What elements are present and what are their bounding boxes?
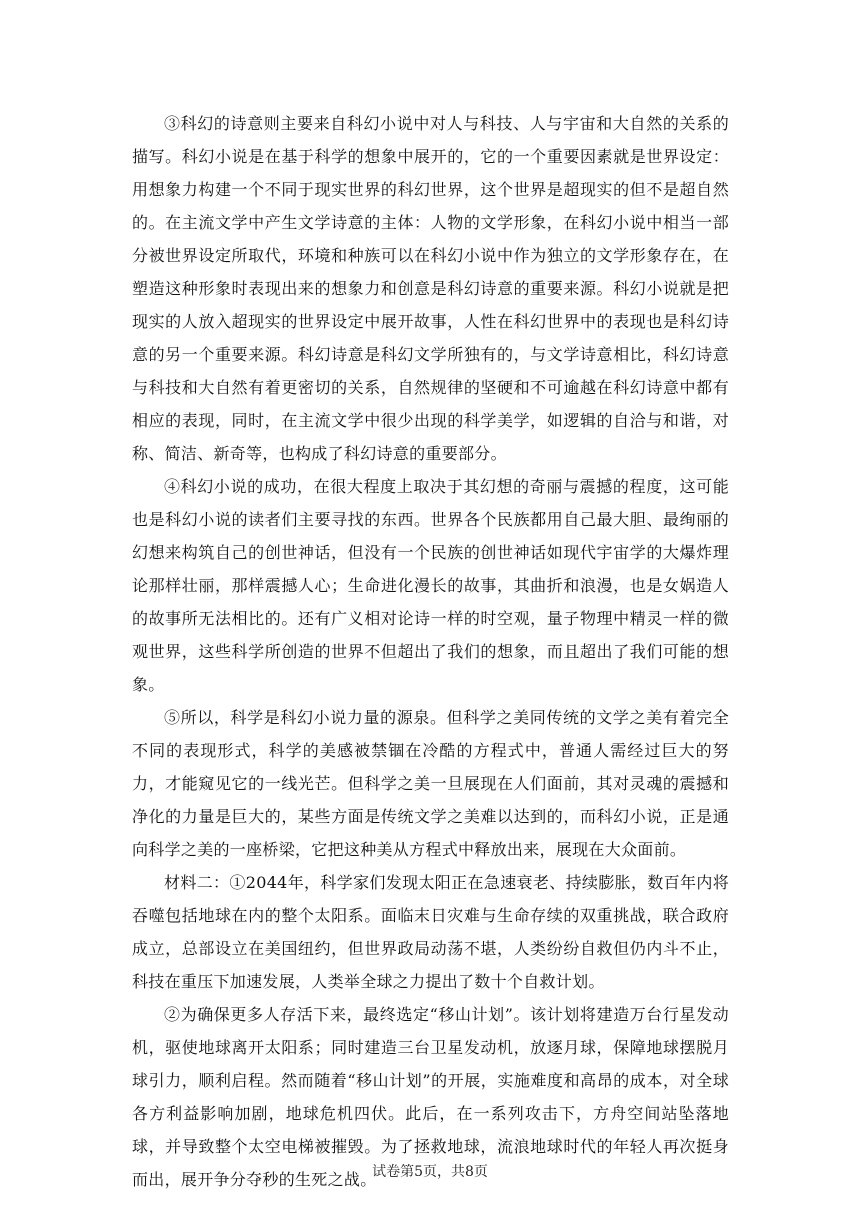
material-two-paragraph-2: ②为确保更多人存活下来，最终选定“移山计划”。该计划将建造万台行星发动机，驱使地球离开太阳系；同时建造三台卫星发动机，放逐月球，保障地球摆脱月球引力，顺利启程。然而随着“移山计划”的开展，实施难度和高昂的成本，对全球各方利益影响加剧，地球危机四伏。此后，在一系列攻击下，方舟空间站坠落地球，并导致整个太空电梯被摧毁。为了拯救地球，流浪地球时代的年轻人再次挺身而出，展开争分夺秒的生死之战。 xyxy=(132,1005,729,1189)
paragraph-4: ④科幻小说的成功，在很大程度上取决于其幻想的奇丽与震撼的程度，这可能也是科幻小说的读者们主要寻找的东西。世界各个民族都用自己最大胆、最绚丽的幻想来构筑自己的创世神话，但没有一个民族的创世神话如现代宇宙学的大爆炸理论那样壮丽，那样震撼人心；生命进化漫长的故事，其曲折和浪漫，也是女娲造人的故事所无法相比的。还有广义相对论诗一样的时空观，量子物理中精灵一样的微观世界，这些科学所创造的世界不但超出了我们的想象，而且超出了我们可能的想象。 xyxy=(132,477,729,694)
document-body xyxy=(132,107,729,1196)
page-footer: 试卷第5页，共8页 xyxy=(372,1164,488,1180)
material-two-paragraph-1: 材料二：①2044年，科学家们发现太阳正在急速衰老、持续膨胀，数百年内将吞噬包括地球在内的整个太阳系。面临末日灾难与生命存续的双重挑战，联合政府成立，总部设立在美国纽约，但世界政局动荡不堪，人类纷纷自救但仍内斗不止，科技在重压下加速发展，人类举全球之力提出了数十个自救计划。 xyxy=(132,873,729,991)
paragraph-5: ⑤所以，科学是科幻小说力量的源泉。但科学之美同传统的文学之美有着完全不同的表现形式，科学的美感被禁锢在冷酷的方程式中，普通人需经过巨大的努力，才能窥见它的一线光芒。但科学之美一旦展现在人们面前，其对灵魂的震撼和净化的力量是巨大的，某些方面是传统文学之美难以达到的，而科幻小说，正是通向科学之美的一座桥梁，它把这种美从方程式中释放出来，展现在大众面前。 xyxy=(132,708,729,859)
paragraph-3: ③科幻的诗意则主要来自科幻小说中对人与科技、人与宇宙和大自然的关系的描写。科幻小说是在基于科学的想象中展开的，它的一个重要因素就是世界设定：用想象力构建一个不同于现实世界的科幻世界，这个世界是超现实的但不是超自然的。在主流文学中产生文学诗意的主体：人物的文学形象，在科幻小说中相当一部分被世界设定所取代，环境和种族可以在科幻小说中作为独立的文学形象存在，在塑造这种形象时表现出来的想象力和创意是科幻诗意的重要来源。科幻小说就是把现实的人放入超现实的世界设定中展开故事，人性在科幻世界中的表现也是科幻诗意的另一个重要来源。科幻诗意是科幻文学所独有的，与文学诗意相比，科幻诗意与科技和大自然有着更密切的关系，自然规律的坚硬和不可逾越在科幻诗意中都有相应的表现，同时，在主流文学中很少出现的科学美学，如逻辑的自洽与和谐，对称、简洁、新奇等，也构成了科幻诗意的重要部分。 xyxy=(132,114,729,463)
